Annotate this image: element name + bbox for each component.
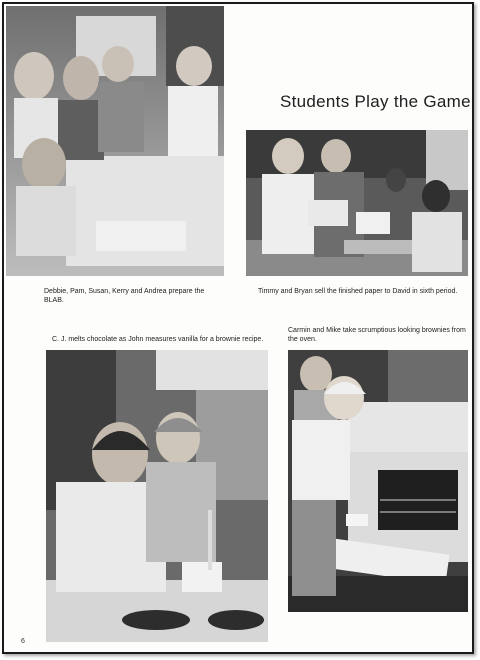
photo-brownie-recipe <box>46 350 268 642</box>
page-title: Students Play the Game <box>280 92 471 111</box>
page-number: 6 <box>21 638 25 645</box>
caption-selling-paper: Timmy and Bryan sell the finished paper to David in sixth period. <box>258 288 458 295</box>
caption-brownies-oven: Carmin and Mike take scrumptious looking brownies from the oven. <box>288 327 466 343</box>
photo-selling-paper <box>246 130 468 276</box>
photo-blab-prep <box>6 6 224 276</box>
photo-brownies-oven <box>288 350 468 612</box>
caption-brownie-recipe: C. J. melts chocolate as John measures vanilla for a brownie recipe. <box>52 336 264 343</box>
caption-blab-prep: Debbie, Pam, Susan, Kerry and Andrea prepare the BLAB. <box>44 288 205 304</box>
yearbook-page <box>2 2 474 654</box>
